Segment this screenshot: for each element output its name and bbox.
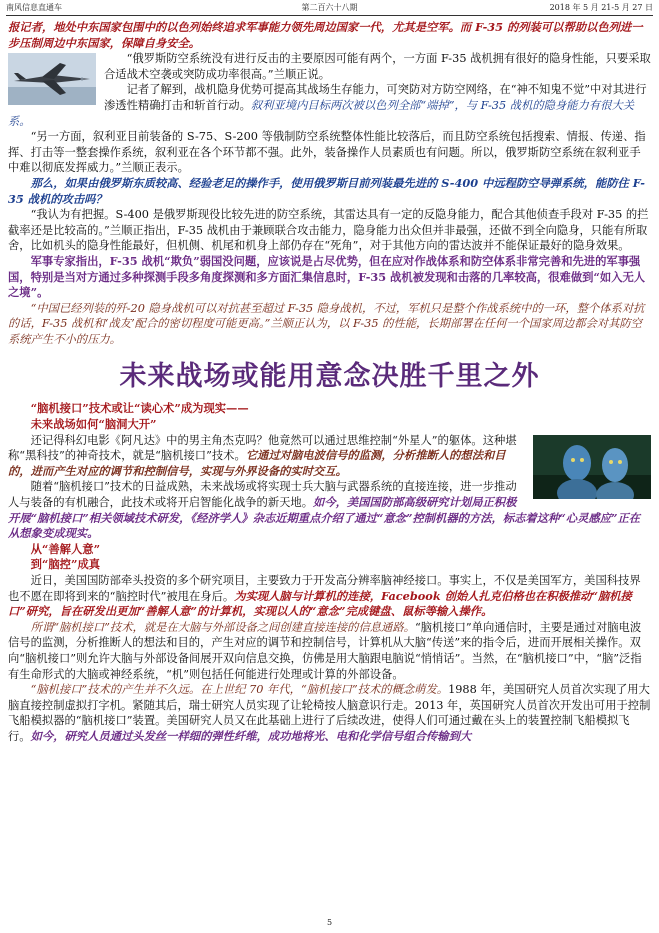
paragraph-6: “中国已经列装的歼-20 隐身战机可以对抗甚至超过 F-35 隐身战机，不过，军机只是整个作战系统中的一环，整个体系对抗的话，F-35 战机和‘战友’配合的密切程度可能更高。”兰顺正认为，以 F-35 的性能，长期部署在任何一个国家周边都会对其防空系统产生不小的压力。 <box>8 301 645 346</box>
paragraph-11 <box>8 682 651 744</box>
subtitle-1: “脑机接口”技术或让“读心术”成为现实—— <box>30 401 249 416</box>
section-headline: 未来战场或能用意念决胜千里之外 <box>119 361 540 393</box>
subtitle-4: 到“脑控”成真 <box>30 557 101 572</box>
intro-paragraph: 报记者，地处中东国家包围中的以色列始终追求军事能力领先周边国家一代，尤其是空军。而 F-35 的列装可以帮助以色列进一步压制周边中东国家，保障自身安全。 <box>8 20 643 50</box>
issue-number: 第二百六十八期 <box>301 3 358 12</box>
paragraph-2 <box>8 82 651 129</box>
paragraph-10-highlight: 所谓“脑机接口”技术，就是在大脑与外部设备之间创建直接连接的信息通路。 <box>30 620 415 634</box>
header-divider <box>6 15 653 16</box>
article-body <box>8 20 651 745</box>
paragraph-9-text: 近日，美国国防部牵头投资的多个研究项目，主要致力于开发高分辨率脑神经接口。事实上，不仅是美国军方，美国科技界也不愿在即将到来的“脑控时代”被甩在身后。 <box>8 574 641 603</box>
paragraph-10 <box>8 620 651 682</box>
page-header <box>6 2 653 14</box>
paragraph-8-text: 随着“脑机接口”技术的日益成熟，未来战场或将实现士兵大脑与武器系统的直接连接，进一步推动人与装备的有机融合，此技术或将开启智能化战争的新天地。 <box>8 480 517 510</box>
paragraph-4: “我认为有把握。S-400 是俄罗斯现役比较先进的防空系统，其雷达具有一定的反隐身能力，配合其他侦查手段对 F-35 的拦截率还是比较高的。”兰顺正指出，F-35 战机由于兼顾联合攻击能力，隐身能力出众但并非最强，还做不到全向隐身，只能有所取舍，比如机头的隐身性能最好，但机侧、机尾和机身上部仍存在“死角”，对于其他方向的雷达波并不能保证最好的隐身效果。 <box>8 208 649 253</box>
issue-date: 2018 年 5 月 21-5 月 27 日 <box>549 3 653 12</box>
paragraph-10-text: “脑机接口”单向通信时，主要是通过对脑电波信号的监测，分析推断人的想法和目的，产生对应的调节和控制信号，计算机从大脑“传送”来的指令后，进而开展相关操作。双向“脑机接口”则允许大脑与外部设备间展开双向信息交换，仿佛是用大脑跟电脑说“悄悄话”。当然，在“脑机接口”中，“脑”泛指有生命形式的大脑或神经系统，“机”则包括任何能进行处理或计算的外部设备。 <box>8 620 642 681</box>
paragraph-9 <box>8 573 651 620</box>
subtitle-2: 未来战场如何“脑洞大开” <box>30 417 157 432</box>
paragraph-3: “另一方面，叙利亚目前装备的 S-75、S-200 等俄制防空系统整体性能比较落后，而且防空系统包括搜索、情报、传递、指挥、打击等一整套操作系统，叙利亚在各个环节都不强。此外，装备操作人员素质也有问题。所以，俄罗斯防空系统在叙利亚手中难以彻底发挥威力。”兰顺正表示。 <box>8 130 646 175</box>
paragraph-7-highlight: 它通过对脑电波信号的监测，分析推断人的想法和目的，进而产生对应的调节和控制信号，实现与外界设备的实时交互。 <box>8 448 506 478</box>
paragraph-11-tail: 如今，研究人员通过头发丝一样细的弹性纤维，成功地将光、电和化学信号组合传输到大 <box>30 728 472 743</box>
subtitle-3: 从“善解人意” <box>30 541 101 556</box>
question-paragraph: 那么，如果由俄罗斯东质较高、经验老足的操作手，使用俄罗斯目前列装最先进的 S-400 中远程防空导弹系统，能防住 F-35 战机的攻击吗？ <box>8 175 645 206</box>
paragraph-8-highlight: 如今，美国国防部高级研究计划局正积极开展“脑机接口”相关领域技术研发，《经济学人》杂志近期重点介绍了通过“意念”控制机器的方法，标志着这种“心灵感应”正在从想象变成现实。 <box>8 495 641 541</box>
paragraph-5: 军事专家指出，F-35 战机“欺负”弱国没问题，应该说是占尽优势，但在应对作战体系和防空体系非常完善和先进的军事强国，特别是当对方通过多种探测手段多角度探测和多方面汇集信息时，F-35 战机被发现和击落的几率较高，很难做到“如入无人之境”。 <box>8 253 646 300</box>
paragraph-9-highlight: 为实现人脑与计算机的连接，Facebook 创始人扎克伯格也在积极推动“脑机接口”研究，旨在研发出更加“善解人意”的计算机，实现以人的“意念”完成键盘、鼠标等输入操作。 <box>8 588 632 619</box>
newsletter-name: 南风信息直通车 <box>6 3 62 12</box>
paragraph-2-highlight: 叙利亚境内目标两次被以色列全部“端掉”，与 F-35 战机的隐身能力有很大关系。 <box>8 98 635 128</box>
paragraph-2-text: 记者了解到，战机隐身优势可提高其战场生存能力，可突防对方防空网络，在“神不知鬼不觉”中对其进行渗透性精确打击和斩首行动。 <box>104 83 647 112</box>
paragraph-11-text: 1988 年，美国研究人员首次实现了用大脑直接控制虚拟打字机。紧随其后，瑞士研究人员实现了让轮椅按人脑意识行走。2013 年，英国研究人员首次开发出可用于控制飞船模拟器的“脑机接口”装置。美国研究人员又在此基础上进行了后续改进，使得人们可通过戴在头上的装置控制飞船模拟飞行。 <box>8 683 651 743</box>
f35-jet-image <box>8 53 96 105</box>
avatar-movie-image <box>533 435 651 499</box>
page-number: 5 <box>326 918 333 927</box>
paragraph-1: “俄罗斯防空系统没有进行反击的主要原因可能有两个，一方面 F-35 战机拥有很好的隐身性能，只要采取合适战术空袭或突防成功率很高。”兰顺正说。 <box>104 52 651 81</box>
paragraph-11-highlight: “脑机接口”技术的产生并不久远。在上世纪 70 年代，“脑机接口”技术的概念萌发。 <box>30 683 449 697</box>
paragraph-7-text: 还记得科幻电影《阿凡达》中的男主角杰克吗？他竟然可以通过思维控制“外星人”的躯体。这种堪称“黑科技”的神奇技术，就是“脑机接口”技术。 <box>8 433 517 463</box>
